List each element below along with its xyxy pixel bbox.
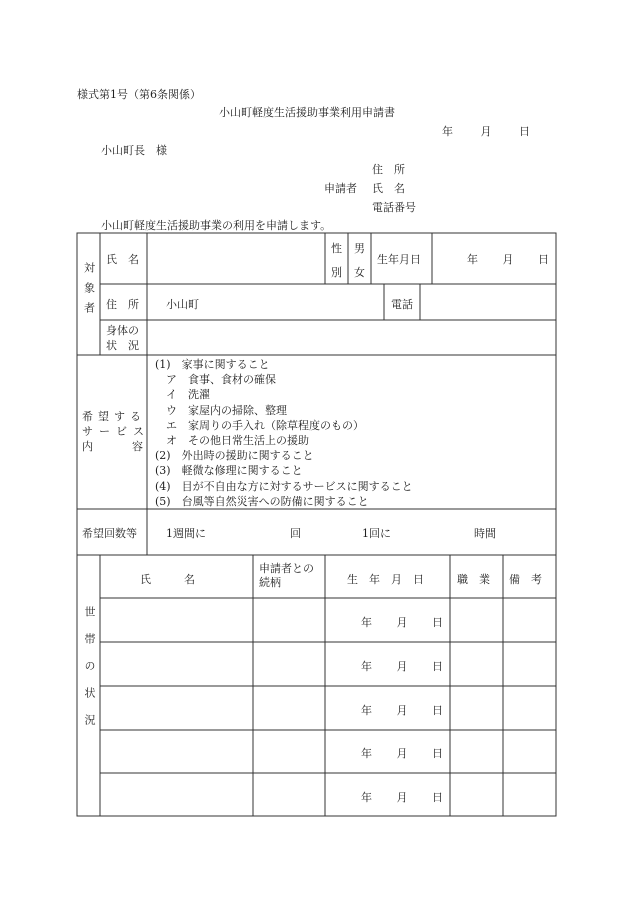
service-item[interactable]: エ 家周りの手入れ（除草程度のもの） bbox=[155, 418, 364, 432]
service-item[interactable]: (2) 外出時の援助に関すること bbox=[155, 449, 314, 463]
date-month-label: 月 bbox=[480, 125, 492, 138]
birth-label: 生年月日 bbox=[377, 253, 421, 266]
frequency-label: 希望回数等 bbox=[82, 527, 137, 540]
household-row-birth[interactable]: 年 月 日 bbox=[361, 791, 443, 804]
sex-female-option[interactable]: 女 bbox=[354, 266, 365, 279]
col-name-header: 氏 名 bbox=[140, 573, 195, 586]
household-section-label: 世帯の状況 bbox=[83, 606, 96, 741]
col-birth-header: 生 年 月 日 bbox=[347, 573, 424, 586]
services-label: 希望する サービス 内 容 bbox=[82, 410, 157, 453]
household-row-birth[interactable]: 年 月 日 bbox=[361, 616, 443, 629]
applicant-name-label: 氏 名 bbox=[372, 182, 405, 195]
subject-section-label: 対象者 bbox=[82, 262, 96, 322]
form-number: 様式第1号（第6条関係） bbox=[77, 88, 201, 101]
applicant-group-label: 申請者 bbox=[324, 182, 357, 195]
intro-text: 小山町軽度生活援助事業の利用を申請します。 bbox=[101, 219, 332, 232]
date-year-label: 年 bbox=[442, 125, 453, 138]
frequency-per-time: 1回に bbox=[362, 527, 391, 540]
household-row-birth[interactable]: 年 月 日 bbox=[361, 660, 443, 673]
body-condition-label: 身体の 状 況 bbox=[106, 324, 139, 352]
subject-name-label: 氏 名 bbox=[106, 253, 139, 266]
service-item[interactable]: ウ 家屋内の掃除、整理 bbox=[155, 403, 287, 417]
subject-name-field[interactable] bbox=[150, 236, 322, 282]
sex-label-top: 性 bbox=[331, 242, 342, 255]
birth-day-label: 日 bbox=[538, 253, 549, 266]
service-item[interactable]: (5) 台風等自然災害への防備に関すること bbox=[155, 494, 369, 508]
col-notes-header: 備 考 bbox=[509, 573, 542, 586]
service-item[interactable]: オ その他日常生活上の援助 bbox=[155, 433, 309, 447]
frequency-times-field[interactable] bbox=[215, 518, 285, 546]
col-relation-header: 申請者との 続柄 bbox=[259, 562, 314, 589]
applicant-phone-label: 電話番号 bbox=[372, 201, 416, 214]
subject-birth-date-field[interactable] bbox=[467, 251, 549, 267]
subject-phone-field[interactable] bbox=[423, 287, 553, 317]
frequency-per-week: 1週間に bbox=[166, 527, 206, 540]
body-condition-field[interactable] bbox=[150, 323, 553, 353]
birth-month-label: 月 bbox=[502, 253, 514, 266]
household-row-birth[interactable]: 年 月 日 bbox=[361, 747, 443, 760]
service-item[interactable]: (1) 家事に関すること bbox=[155, 358, 270, 371]
frequency-hours: 時間 bbox=[474, 527, 496, 540]
household-row-birth[interactable]: 年 月 日 bbox=[361, 704, 443, 717]
service-item[interactable]: イ 洗濯 bbox=[155, 388, 210, 402]
subject-phone-label: 電話 bbox=[391, 298, 413, 311]
sex-male-option[interactable]: 男 bbox=[354, 242, 365, 255]
addressee: 小山町長 様 bbox=[101, 144, 167, 157]
form-title: 小山町軽度生活援助事業利用申請書 bbox=[219, 106, 395, 119]
service-item[interactable]: ア 食事、食材の確保 bbox=[155, 373, 276, 387]
birth-year-label: 年 bbox=[467, 253, 478, 266]
frequency-hours-field[interactable] bbox=[400, 518, 470, 546]
service-item[interactable]: (4) 目が不自由な方に対するサービスに関すること bbox=[155, 479, 413, 493]
subject-address-value[interactable]: 小山町 bbox=[166, 298, 199, 311]
service-item[interactable]: (3) 軽微な修理に関すること bbox=[155, 464, 303, 478]
applicant-address-label: 住 所 bbox=[372, 163, 405, 176]
sex-label-bottom: 別 bbox=[331, 266, 342, 279]
col-job-header: 職 業 bbox=[457, 573, 490, 586]
services-list bbox=[155, 357, 413, 509]
date-day-label: 日 bbox=[519, 125, 530, 138]
subject-address-label: 住 所 bbox=[106, 298, 139, 311]
frequency-times: 回 bbox=[290, 527, 301, 540]
